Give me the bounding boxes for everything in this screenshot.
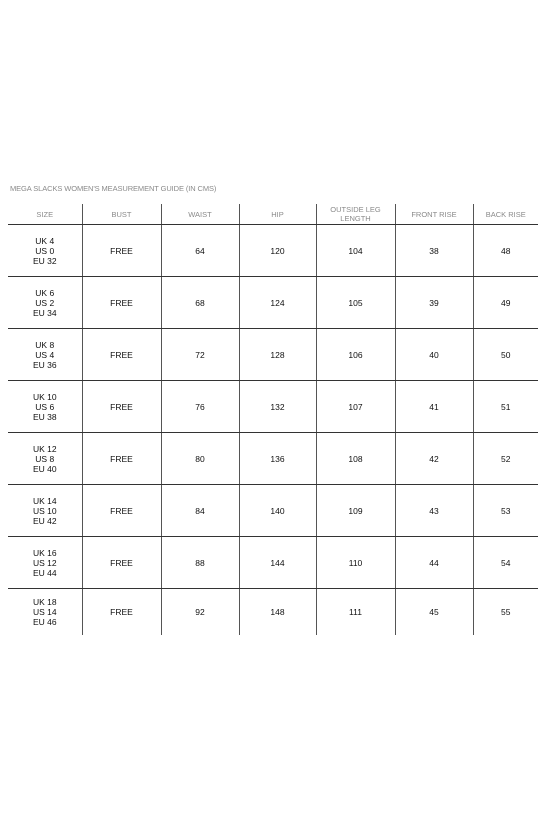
back-rise-cell: 48 xyxy=(473,225,538,277)
size-label: EU 38 xyxy=(32,411,57,422)
table-row xyxy=(8,225,538,277)
hip-cell: 132 xyxy=(239,381,316,433)
hip-cell: 120 xyxy=(239,225,316,277)
size-cell xyxy=(8,433,82,485)
table-row xyxy=(8,329,538,381)
size-label: UK 10 xyxy=(32,391,57,402)
bust-cell: FREE xyxy=(82,485,161,537)
front-rise-cell: 41 xyxy=(395,381,473,433)
size-label: UK 14 xyxy=(32,495,57,506)
back-rise-cell: 49 xyxy=(473,277,538,329)
waist-cell: 76 xyxy=(161,381,239,433)
column-header-front-rise: FRONT RISE xyxy=(395,204,473,225)
back-rise-cell: 54 xyxy=(473,537,538,589)
back-rise-cell: 52 xyxy=(473,433,538,485)
front-rise-cell: 40 xyxy=(395,329,473,381)
back-rise-cell: 50 xyxy=(473,329,538,381)
column-header-back-rise: BACK RISE xyxy=(473,204,538,225)
size-label: US 4 xyxy=(35,349,55,360)
size-label: US 0 xyxy=(35,245,55,256)
column-header-bust: BUST xyxy=(82,204,161,225)
guide-title: MEGA SLACKS WOMEN'S MEASUREMENT GUIDE (IN CMS) xyxy=(10,184,217,193)
front-rise-cell: 44 xyxy=(395,537,473,589)
hip-cell: 124 xyxy=(239,277,316,329)
size-label: EU 42 xyxy=(32,515,57,526)
size-label: US 10 xyxy=(32,505,57,516)
size-label: EU 36 xyxy=(32,359,57,370)
size-label: EU 40 xyxy=(32,463,57,474)
front-rise-cell: 38 xyxy=(395,225,473,277)
size-label: US 14 xyxy=(32,607,57,617)
bust-cell: FREE xyxy=(82,433,161,485)
size-label: US 8 xyxy=(35,453,55,464)
waist-cell: 68 xyxy=(161,277,239,329)
back-rise-cell: 51 xyxy=(473,381,538,433)
size-label: UK 18 xyxy=(32,597,57,607)
size-label: EU 44 xyxy=(32,567,57,578)
waist-cell: 88 xyxy=(161,537,239,589)
size-label: UK 12 xyxy=(32,443,57,454)
size-cell xyxy=(8,225,82,277)
waist-cell: 72 xyxy=(161,329,239,381)
hip-cell: 128 xyxy=(239,329,316,381)
size-cell xyxy=(8,329,82,381)
table-row xyxy=(8,381,538,433)
waist-cell: 64 xyxy=(161,225,239,277)
bust-cell: FREE xyxy=(82,277,161,329)
outside-leg-cell: 108 xyxy=(316,433,395,485)
front-rise-cell: 45 xyxy=(395,589,473,636)
table-row xyxy=(8,433,538,485)
waist-cell: 92 xyxy=(161,589,239,636)
size-label: UK 8 xyxy=(35,339,55,350)
table-header-row xyxy=(8,204,538,225)
bust-cell: FREE xyxy=(82,329,161,381)
size-label: US 2 xyxy=(35,297,55,308)
outside-leg-cell: 109 xyxy=(316,485,395,537)
front-rise-cell: 42 xyxy=(395,433,473,485)
size-cell xyxy=(8,485,82,537)
column-header-waist: WAIST xyxy=(161,204,239,225)
table-row xyxy=(8,589,538,636)
bust-cell: FREE xyxy=(82,381,161,433)
outside-leg-cell: 110 xyxy=(316,537,395,589)
measurement-table xyxy=(8,204,538,635)
table-row xyxy=(8,277,538,329)
table-row xyxy=(8,485,538,537)
back-rise-cell: 53 xyxy=(473,485,538,537)
outside-leg-cell: 111 xyxy=(316,589,395,636)
size-label: US 6 xyxy=(35,401,55,412)
bust-cell: FREE xyxy=(82,537,161,589)
column-header-outside-leg-length: OUTSIDE LEG LENGTH xyxy=(316,204,395,225)
table-row xyxy=(8,537,538,589)
outside-leg-cell: 106 xyxy=(316,329,395,381)
front-rise-cell: 43 xyxy=(395,485,473,537)
column-header-hip: HIP xyxy=(239,204,316,225)
outside-leg-cell: 105 xyxy=(316,277,395,329)
size-cell xyxy=(8,589,82,636)
back-rise-cell: 55 xyxy=(473,589,538,636)
size-label: EU 32 xyxy=(32,255,57,266)
size-label: EU 46 xyxy=(32,617,57,627)
outside-leg-cell: 104 xyxy=(316,225,395,277)
hip-cell: 136 xyxy=(239,433,316,485)
hip-cell: 144 xyxy=(239,537,316,589)
size-cell xyxy=(8,381,82,433)
hip-cell: 140 xyxy=(239,485,316,537)
bust-cell: FREE xyxy=(82,589,161,636)
front-rise-cell: 39 xyxy=(395,277,473,329)
size-label: UK 4 xyxy=(35,235,55,246)
column-header-size: SIZE xyxy=(8,204,82,225)
size-label: US 12 xyxy=(32,557,57,568)
size-cell xyxy=(8,277,82,329)
size-label: EU 34 xyxy=(32,307,57,318)
size-label: UK 6 xyxy=(35,287,55,298)
hip-cell: 148 xyxy=(239,589,316,636)
size-label: UK 16 xyxy=(32,547,57,558)
waist-cell: 80 xyxy=(161,433,239,485)
outside-leg-cell: 107 xyxy=(316,381,395,433)
bust-cell: FREE xyxy=(82,225,161,277)
size-cell xyxy=(8,537,82,589)
waist-cell: 84 xyxy=(161,485,239,537)
